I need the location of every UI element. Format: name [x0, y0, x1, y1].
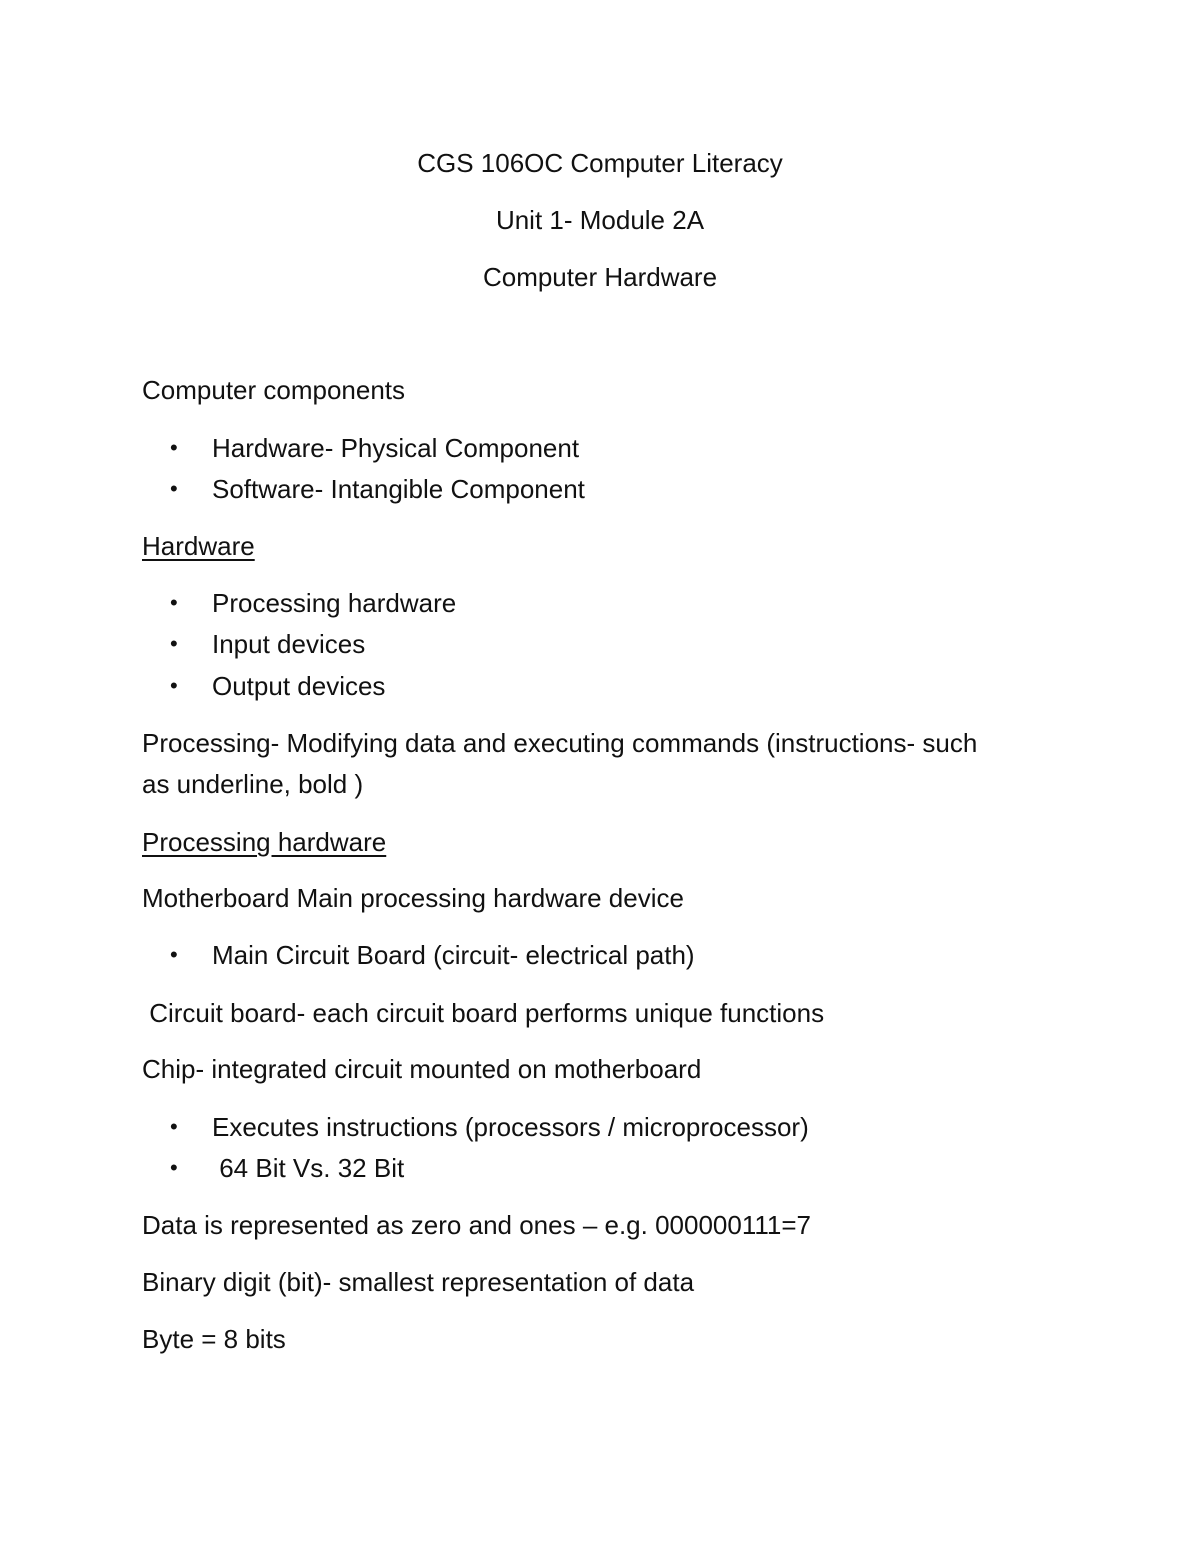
bullet-icon: •	[170, 590, 178, 615]
processing-definition-line-2: as underline, bold )	[142, 769, 364, 799]
list-item-text: Input devices	[212, 629, 366, 659]
bullet-icon: •	[170, 673, 178, 698]
byte-definition-line: Byte = 8 bits	[142, 1324, 286, 1354]
motherboard-line: Motherboard Main processing hardware device	[142, 883, 684, 913]
processing-definition-line-1: Processing- Modifying data and executing commands (instructions- such	[142, 728, 978, 758]
list-item-text: Hardware- Physical Component	[212, 433, 580, 463]
data-representation-line: Data is represented as zero and ones – e.g. 000000111=7	[142, 1210, 812, 1240]
list-item-text: Output devices	[212, 671, 386, 701]
course-title: CGS 106OC Computer Literacy	[417, 148, 783, 178]
list-item-text: Main Circuit Board (circuit- electrical path)	[212, 940, 695, 970]
circuit-board-line: Circuit board- each circuit board performs unique functions	[142, 998, 825, 1028]
list-item-text: Software- Intangible Component	[212, 474, 585, 504]
bullet-icon: •	[170, 1114, 178, 1139]
chip-line: Chip- integrated circuit mounted on motherboard	[142, 1054, 702, 1084]
bullet-icon: •	[170, 631, 178, 656]
bullet-icon: •	[170, 942, 178, 967]
list-item-text: Processing hardware	[212, 588, 457, 618]
hardware-heading: Hardware	[142, 531, 255, 561]
bullet-icon: •	[170, 435, 178, 460]
bullet-icon: •	[170, 476, 178, 501]
bit-definition-line: Binary digit (bit)- smallest representation of data	[142, 1267, 695, 1297]
topic-title: Computer Hardware	[482, 262, 718, 292]
processing-hardware-heading: Processing hardware	[142, 827, 387, 857]
unit-title: Unit 1- Module 2A	[495, 205, 705, 235]
list-item-text: Executes instructions (processors / microprocessor)	[212, 1112, 809, 1142]
components-heading: Computer components	[142, 375, 406, 405]
list-item-text: 64 Bit Vs. 32 Bit	[212, 1153, 405, 1183]
bullet-icon: •	[170, 1155, 178, 1180]
